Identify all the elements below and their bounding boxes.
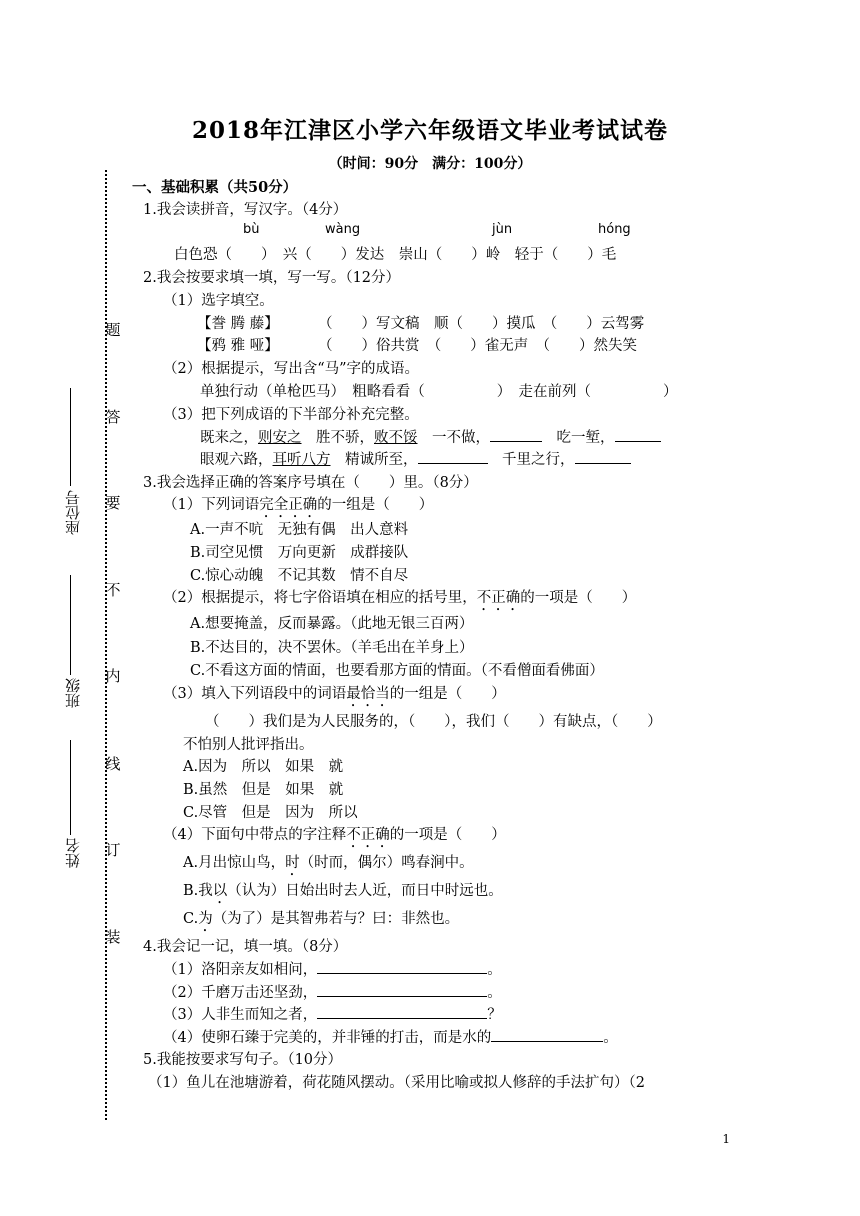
q2-part2: （2）根据提示，写出含“马”字的成语。 — [163, 361, 420, 377]
q3-sub4[interactable]: （4）下面句中带点的字注释不正确的一项是（ ） — [163, 827, 506, 843]
section-heading: 一、基础积累（共50分） — [132, 179, 298, 196]
seal-char-8: 装 — [105, 928, 121, 946]
class-field[interactable] — [70, 575, 71, 675]
seal-char-4: 不 — [105, 581, 121, 599]
q4-line1[interactable]: （1）洛阳亲友如相问， 。 — [163, 958, 502, 979]
q4-line3[interactable]: （3）人非生而知之者， ？ — [163, 1003, 502, 1024]
q3-s4-option-a: A.月出惊山鸟，时（时而，偶尔）鸣春涧中。 — [183, 855, 474, 871]
q2-part3: （3）把下列成语的下半部分补充完整。 — [163, 407, 419, 423]
seat-number-field[interactable] — [70, 388, 71, 486]
pinyin-2: wàng — [325, 222, 361, 237]
seal-char-6: 线 — [105, 755, 121, 773]
seal-char-5: 内 — [105, 667, 121, 685]
q2-part3-line1[interactable]: 既来之，则安之 胜不骄，败不馁 一不做， 吃一堑， — [200, 426, 661, 447]
q3-s4-option-b: B.我以（认为）日始出时去人近，而日中时远也。 — [183, 883, 503, 899]
q3-s3-option-c: C.尽管 但是 因为 所以 — [183, 805, 358, 821]
q2-group2: 【鸦 雅 哑】 — [197, 338, 279, 354]
q3-s2-option-b: B.不达目的，决不罢休。（羊毛出在羊身上） — [190, 640, 474, 656]
q3-s1-option-c: C.惊心动魄 不记其数 情不自尽 — [190, 568, 409, 584]
q3-prompt: 3.我会选择正确的答案序号填在（ ）里。（8分） — [143, 475, 478, 491]
q2-part2-line[interactable]: 单独行动（单枪匹马） 粗略看看（ ） 走在前列（ ） — [200, 384, 678, 400]
pinyin-4: hóng — [598, 222, 631, 237]
page-number: 1 — [722, 1132, 730, 1146]
q3-s3-text1: （ ）我们是为人民服务的，（ ），我们（ ）有缺点，（ ） — [205, 714, 662, 730]
q3-s1-option-a: A.一声不吭 无独有偶 出人意料 — [190, 522, 409, 538]
name-label: 姓名 — [64, 838, 82, 868]
q3-s2-option-c: C.不看这方面的情面，也要看那方面的情面。（不看僧面看佛面） — [190, 663, 604, 679]
class-label: 班级 — [64, 678, 82, 708]
seal-char-2: 答 — [105, 408, 121, 426]
q3-s3-option-b: B.虽然 但是 如果 就 — [183, 782, 344, 798]
q1-line[interactable]: 白色恐（ ） 兴（ ）发达 崇山（ ）岭 轻于（ ）毛 — [174, 247, 617, 263]
q2-row2[interactable]: （ ）俗共赏 （ ）雀无声 （ ）然失笑 — [318, 338, 637, 354]
q3-sub3[interactable]: （3）填入下列语段中的词语最恰当的一组是（ ） — [163, 686, 506, 702]
q4-line2[interactable]: （2）千磨万击还坚劲， 。 — [163, 981, 502, 1002]
q1-prompt: 1.我会读拼音，写汉字。（4分） — [143, 202, 348, 218]
q3-sub2[interactable]: （2）根据提示，将七字俗语填在相应的括号里，不正确的一项是（ ） — [163, 590, 637, 606]
q2-part1: （1）选字填空。 — [163, 293, 274, 309]
q4-line4[interactable]: （4）使卵石臻于完美的，并非锤的打击，而是水的 。 — [163, 1026, 618, 1047]
pinyin-3: jùn — [492, 222, 513, 237]
q3-s1-option-b: B.司空见惯 万向更新 成群接队 — [190, 545, 409, 561]
seal-char-7: 订 — [105, 841, 121, 859]
seat-number-label: 座位号 — [64, 490, 82, 535]
q3-s4-option-c: C.为（为了）是其智弗若与？曰：非然也。 — [183, 911, 460, 927]
seal-char-3: 要 — [105, 494, 121, 512]
q3-s3-text2: 不怕别人批评指出。 — [183, 737, 314, 753]
pinyin-1: bù — [243, 222, 260, 237]
seal-char-1: 题 — [105, 321, 121, 339]
q2-group1: 【誊 腾 藤】 — [197, 316, 279, 332]
name-field[interactable] — [70, 740, 71, 835]
q3-sub1[interactable]: （1）下列词语完全正确的一组是（ ） — [163, 497, 434, 513]
q5-prompt: 5.我能按要求写句子。（10分） — [143, 1052, 343, 1068]
binding-dotted-line — [105, 170, 107, 1120]
q3-s3-option-a: A.因为 所以 如果 就 — [183, 759, 344, 775]
q4-prompt: 4.我会记一记，填一填。（8分） — [143, 939, 348, 955]
page-subtitle: （时间：90分 满分：100分） — [328, 156, 532, 172]
q2-part3-line2[interactable]: 眼观六路，耳听八方 精诚所至， 千里之行， — [200, 448, 631, 469]
q5-line1: （1）鱼儿在池塘游着，荷花随风摆动。（采用比喻或拟人修辞的手法扩句）（2 — [148, 1075, 645, 1091]
q2-prompt: 2.我会按要求填一填，写一写。（12分） — [143, 270, 401, 286]
q2-row1[interactable]: （ ）写文稿 顺（ ）摸瓜 （ ）云驾雾 — [318, 316, 645, 332]
page-title: 2018年江津区小学六年级语文毕业考试试卷 — [191, 117, 668, 144]
q3-s2-option-a: A.想要掩盖，反而暴露。（此地无银三百两） — [190, 616, 474, 632]
